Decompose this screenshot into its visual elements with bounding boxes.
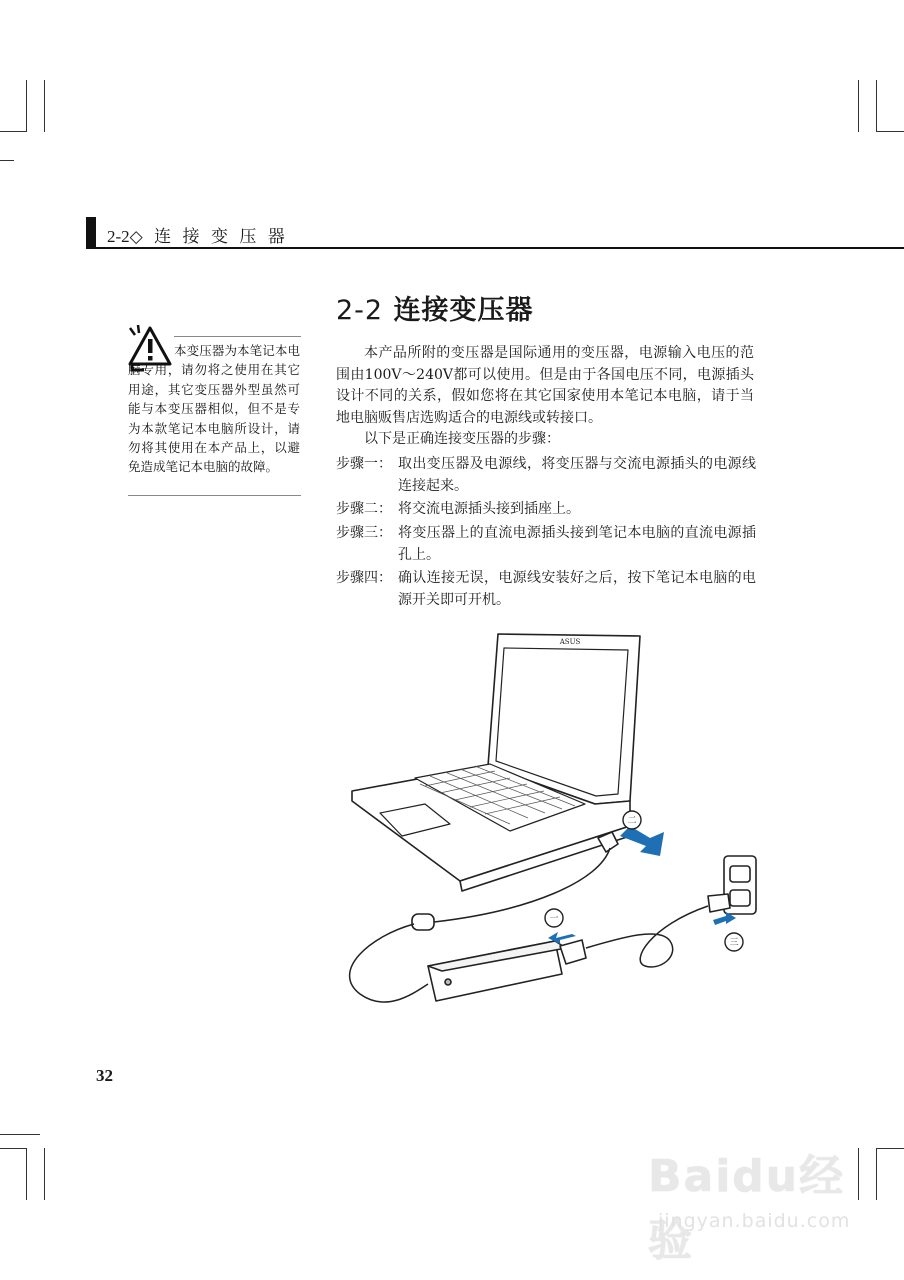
steps-intro: 以下是正确连接变压器的步骤：: [364, 431, 560, 447]
baidu-watermark: [640, 1140, 880, 1266]
watermark-url: jingyan.baidu.com: [658, 1210, 851, 1232]
crop-mark: [876, 80, 877, 132]
header-rule: [86, 247, 904, 249]
crop-mark: [0, 1148, 27, 1149]
crop-mark: [0, 1134, 40, 1135]
crop-mark: [26, 1148, 27, 1200]
header-bar: [86, 217, 96, 249]
crop-mark: [876, 131, 904, 132]
crop-mark: [26, 80, 27, 132]
running-header: [107, 222, 288, 247]
diamond-icon: ◇: [129, 227, 146, 247]
header-section-number: 2-2: [107, 227, 130, 246]
step-text: 将交流电源插头接到插座上。: [398, 501, 580, 517]
step-label: 步骤三：: [336, 525, 392, 541]
step-label: 步骤四：: [336, 570, 392, 586]
step-item: [336, 499, 756, 521]
section-title-text: 连接变压器: [393, 295, 534, 326]
adapter-connection-illustration: [330, 626, 770, 1026]
watermark-logo: Baidu经验: [648, 1151, 846, 1266]
crop-mark: [44, 80, 45, 132]
step-label: 步骤一：: [336, 456, 392, 472]
step-item: [336, 568, 756, 611]
callout-label: 三: [729, 938, 739, 948]
crop-mark: [0, 160, 14, 161]
crop-mark: [858, 80, 859, 132]
brand-logo: ASUS: [559, 638, 581, 646]
step-text: 将变压器上的直流电源插头接到笔记本电脑的直流电源插孔上。: [398, 525, 756, 563]
crop-mark: [0, 131, 27, 132]
step-item: [336, 523, 756, 566]
step-text: 取出变压器及电源线，将变压器与交流电源插头的电源线连接起来。: [398, 456, 756, 494]
sidebar-note-text: 本变压器为本笔记本电脑专用，请勿将之使用在其它用途，其它变压器外型虽然可能与本变压器相似，但不是专为本款笔记本电脑所设计，请勿将其使用在本产品上，以避免造成笔记本电脑的故障。: [128, 343, 300, 475]
section-number: 2-2: [336, 295, 384, 326]
crop-mark: [876, 1148, 904, 1149]
crop-mark: [44, 1148, 45, 1200]
callout-label: 二: [627, 816, 637, 826]
step-label: 步骤二：: [336, 501, 392, 517]
note-bottom-rule: [128, 495, 301, 496]
callout-label: 一: [549, 914, 559, 924]
header-title-text: 连 接 变 压 器: [154, 227, 288, 247]
section-title: [336, 288, 534, 327]
step-item: [336, 454, 756, 497]
step-text: 确认连接无误，电源线安装好之后，按下笔记本电脑的电源开关即可开机。: [398, 570, 756, 608]
note-top-rule: [174, 336, 301, 337]
intro-paragraph: 本产品所附的变压器是国际通用的变压器，电源输入电压的范围由100V～240V都可以使用。但是由于各国电压不同，电源插头设计不同的关系，假如您将在其它国家使用本笔记本电脑，请于当地电脑贩售店选购适合的电源线或转接口。: [336, 345, 754, 426]
page-number: 32: [96, 1066, 113, 1085]
